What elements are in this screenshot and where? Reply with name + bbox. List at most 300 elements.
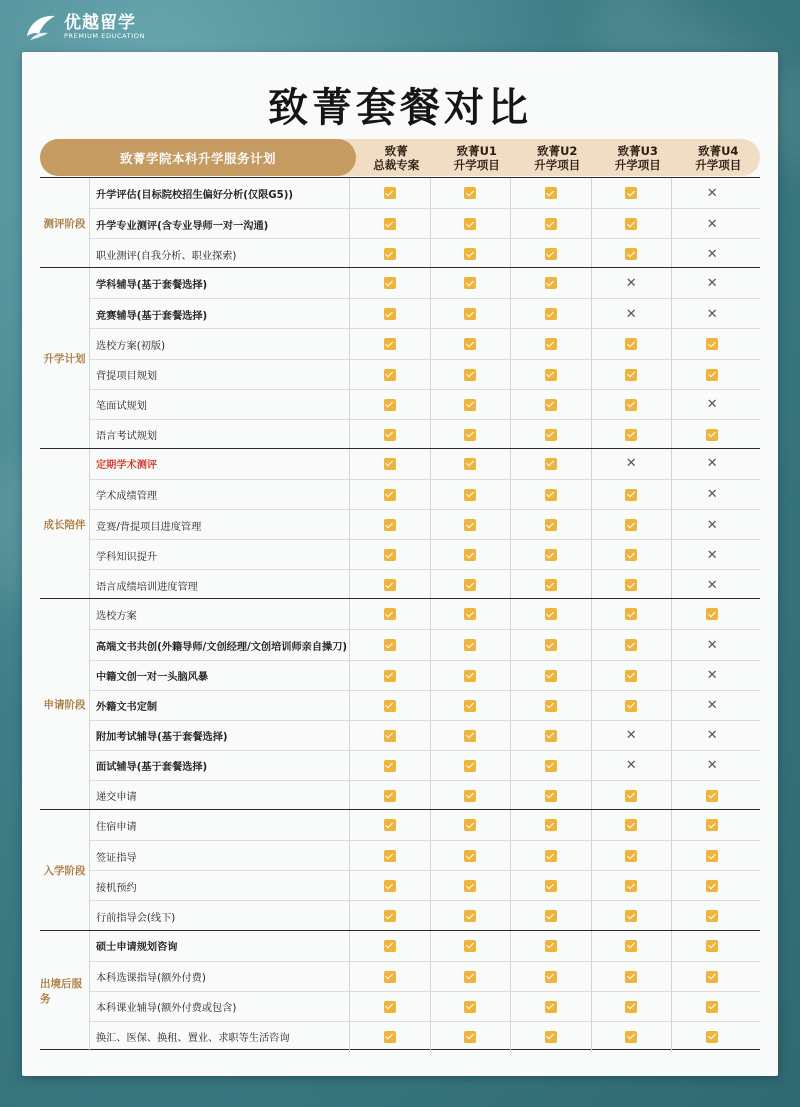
table-row — [90, 569, 760, 599]
table-row — [90, 900, 760, 930]
package-cell — [431, 810, 512, 840]
package-type: 升学项目 — [453, 157, 500, 172]
check-icon — [464, 218, 476, 230]
table-row — [90, 780, 760, 810]
check-icon — [545, 700, 557, 712]
package-cell — [511, 751, 592, 781]
package-cell — [431, 299, 512, 329]
package-cell — [511, 992, 592, 1022]
check-icon — [384, 639, 396, 651]
page-title: 致菁套餐对比 — [268, 85, 532, 131]
package-cell — [592, 931, 673, 961]
table-row — [90, 840, 760, 870]
check-icon — [545, 187, 557, 199]
table-row — [90, 720, 760, 750]
check-icon — [384, 790, 396, 802]
feature-label: 递交申请 — [90, 781, 350, 811]
package-cell — [350, 178, 431, 208]
package-cell — [592, 1022, 673, 1052]
package-cell — [511, 721, 592, 751]
check-icon — [706, 1001, 718, 1013]
package-cell — [672, 901, 753, 931]
package-cell — [592, 691, 673, 721]
package-cell — [350, 781, 431, 811]
check-icon — [464, 608, 476, 620]
package-header-3 — [598, 139, 679, 176]
section-5 — [40, 930, 760, 1050]
feature-label: 高端文书共创(外籍导师/文创经理/文创培训师亲自操刀) — [90, 630, 350, 660]
section-4 — [40, 809, 760, 929]
check-icon — [384, 519, 396, 531]
check-icon — [464, 458, 476, 470]
package-cell — [592, 329, 673, 359]
check-icon — [545, 670, 557, 682]
package-cell — [350, 931, 431, 961]
package-cell — [672, 239, 753, 269]
package-cell — [592, 570, 673, 600]
check-icon — [545, 730, 557, 742]
package-cell — [431, 510, 512, 540]
package-cell — [511, 781, 592, 811]
package-cell — [431, 360, 512, 390]
package-cell — [672, 480, 753, 510]
package-cell — [511, 962, 592, 992]
check-icon — [545, 819, 557, 831]
check-icon — [384, 730, 396, 742]
check-icon — [625, 850, 637, 862]
check-icon — [464, 850, 476, 862]
package-name: 致菁U3 — [617, 143, 658, 158]
package-cell — [431, 449, 512, 479]
cross-icon: ✕ — [625, 728, 637, 744]
feature-label: 竞赛/背提项目进度管理 — [90, 510, 350, 540]
table-row — [90, 599, 760, 629]
check-icon — [625, 549, 637, 561]
package-cell — [350, 449, 431, 479]
package-cell — [672, 570, 753, 600]
package-cell — [672, 962, 753, 992]
cross-icon: ✕ — [706, 668, 718, 684]
table-row — [90, 509, 760, 539]
package-cell — [431, 570, 512, 600]
check-icon — [384, 670, 396, 682]
cross-icon: ✕ — [706, 246, 718, 262]
check-icon — [384, 218, 396, 230]
package-cell — [592, 901, 673, 931]
package-cell — [350, 962, 431, 992]
package-cell — [511, 630, 592, 660]
package-cell — [592, 449, 673, 479]
package-name: 致菁U4 — [698, 143, 739, 158]
package-cell — [350, 239, 431, 269]
check-icon — [384, 549, 396, 561]
package-cell — [431, 420, 512, 450]
feature-label: 背提项目规划 — [90, 360, 350, 390]
package-cell — [511, 871, 592, 901]
package-cell — [511, 449, 592, 479]
package-cell — [350, 810, 431, 840]
check-icon — [706, 850, 718, 862]
package-cell — [511, 390, 592, 420]
check-icon — [464, 760, 476, 772]
table-row — [90, 750, 760, 780]
package-header-0 — [356, 139, 437, 176]
feature-label: 选校方案 — [90, 599, 350, 629]
package-cell — [592, 810, 673, 840]
check-icon — [384, 338, 396, 350]
section-3 — [40, 598, 760, 809]
package-type: 升学项目 — [695, 157, 742, 172]
package-cell — [672, 209, 753, 239]
check-icon — [706, 1031, 718, 1043]
brand-name-en: PREMIUM EDUCATION — [64, 31, 145, 40]
cross-icon: ✕ — [625, 275, 637, 291]
check-icon — [625, 819, 637, 831]
package-cell — [592, 841, 673, 871]
check-icon — [384, 760, 396, 772]
table-row — [90, 298, 760, 328]
check-icon — [625, 971, 637, 983]
check-icon — [545, 338, 557, 350]
package-cell — [431, 540, 512, 570]
check-icon — [464, 187, 476, 199]
table-row — [90, 238, 760, 268]
check-icon — [625, 608, 637, 620]
section-label: 申请阶段 — [40, 599, 90, 810]
check-icon — [625, 1031, 637, 1043]
package-cell — [350, 871, 431, 901]
logo-leaf-icon — [24, 12, 58, 42]
check-icon — [384, 489, 396, 501]
package-cell — [431, 751, 512, 781]
check-icon — [545, 760, 557, 772]
check-icon — [625, 519, 637, 531]
check-icon — [706, 369, 718, 381]
check-icon — [625, 429, 637, 441]
package-cell — [431, 268, 512, 298]
cross-icon: ✕ — [706, 547, 718, 563]
check-icon — [625, 670, 637, 682]
check-icon — [706, 971, 718, 983]
cross-icon: ✕ — [706, 698, 718, 714]
check-icon — [464, 790, 476, 802]
check-icon — [545, 940, 557, 952]
package-cell — [431, 901, 512, 931]
check-icon — [625, 338, 637, 350]
feature-label: 面试辅导(基于套餐选择) — [90, 751, 350, 781]
check-icon — [625, 218, 637, 230]
package-cell — [511, 510, 592, 540]
package-cell — [672, 630, 753, 660]
package-cell — [592, 751, 673, 781]
check-icon — [464, 489, 476, 501]
package-cell — [592, 510, 673, 540]
package-cell — [511, 420, 592, 450]
check-icon — [464, 369, 476, 381]
package-cell — [350, 480, 431, 510]
package-header-4 — [678, 139, 759, 176]
package-cell — [511, 599, 592, 629]
package-type: 升学项目 — [614, 157, 661, 172]
check-icon — [545, 277, 557, 289]
check-icon — [464, 549, 476, 561]
package-cell — [592, 962, 673, 992]
table-row — [90, 479, 760, 509]
package-name: 致菁U2 — [537, 143, 578, 158]
feature-label: 中籍文创一对一头脑风暴 — [90, 661, 350, 691]
feature-label: 硕士申请规划咨询 — [90, 931, 350, 961]
check-icon — [706, 940, 718, 952]
package-cell — [672, 449, 753, 479]
check-icon — [625, 399, 637, 411]
package-cell — [431, 178, 512, 208]
package-cell — [511, 661, 592, 691]
check-icon — [464, 429, 476, 441]
feature-label: 定期学术测评 — [90, 449, 350, 479]
package-cell — [511, 810, 592, 840]
package-cell — [511, 540, 592, 570]
package-cell — [431, 480, 512, 510]
check-icon — [706, 819, 718, 831]
check-icon — [545, 1001, 557, 1013]
section-label: 成长陪伴 — [40, 449, 90, 600]
package-cell — [350, 992, 431, 1022]
package-cell — [672, 178, 753, 208]
package-cell — [350, 630, 431, 660]
feature-label: 接机预约 — [90, 871, 350, 901]
package-cell — [672, 360, 753, 390]
cross-icon: ✕ — [706, 185, 718, 201]
check-icon — [545, 639, 557, 651]
check-icon — [706, 910, 718, 922]
feature-label: 行前指导会(线下) — [90, 901, 350, 931]
check-icon — [464, 399, 476, 411]
check-icon — [706, 338, 718, 350]
package-cell — [672, 661, 753, 691]
check-icon — [625, 700, 637, 712]
table-row — [90, 208, 760, 238]
table-row — [90, 810, 760, 840]
check-icon — [545, 579, 557, 591]
table-row — [90, 660, 760, 690]
cross-icon: ✕ — [706, 397, 718, 413]
package-cell — [672, 599, 753, 629]
package-cell — [592, 390, 673, 420]
package-cell — [431, 239, 512, 269]
package-cell — [592, 540, 673, 570]
feature-label: 换汇、医保、换租、置业、求职等生活咨询 — [90, 1022, 350, 1052]
check-icon — [384, 700, 396, 712]
table-row — [90, 539, 760, 569]
check-icon — [625, 790, 637, 802]
check-icon — [545, 519, 557, 531]
section-1 — [40, 267, 760, 448]
cross-icon: ✕ — [706, 306, 718, 322]
check-icon — [464, 579, 476, 591]
check-icon — [384, 940, 396, 952]
cross-icon: ✕ — [625, 456, 637, 472]
package-cell — [511, 480, 592, 510]
package-cell — [350, 209, 431, 239]
package-cell — [672, 751, 753, 781]
check-icon — [384, 277, 396, 289]
table-row — [90, 1021, 760, 1051]
check-icon — [464, 1031, 476, 1043]
package-cell — [511, 360, 592, 390]
package-cell — [350, 510, 431, 540]
cross-icon: ✕ — [706, 456, 718, 472]
package-cell — [511, 209, 592, 239]
table-row — [90, 268, 760, 298]
check-icon — [384, 399, 396, 411]
package-cell — [511, 691, 592, 721]
package-cell — [511, 329, 592, 359]
brand-name-cn: 优越留学 — [64, 12, 136, 33]
check-icon — [625, 248, 637, 260]
package-cell — [592, 268, 673, 298]
check-icon — [464, 670, 476, 682]
package-cell — [672, 691, 753, 721]
package-cell — [672, 329, 753, 359]
table-row — [90, 328, 760, 358]
package-cell — [672, 841, 753, 871]
check-icon — [625, 1001, 637, 1013]
package-cell — [350, 841, 431, 871]
check-icon — [384, 1001, 396, 1013]
feature-label: 住宿申请 — [90, 810, 350, 840]
check-icon — [464, 277, 476, 289]
check-icon — [545, 880, 557, 892]
package-cell — [511, 901, 592, 931]
check-icon — [625, 369, 637, 381]
check-icon — [464, 971, 476, 983]
package-cell — [672, 420, 753, 450]
package-cell — [431, 630, 512, 660]
check-icon — [545, 1031, 557, 1043]
cross-icon: ✕ — [706, 517, 718, 533]
check-icon — [464, 248, 476, 260]
check-icon — [625, 940, 637, 952]
package-cell — [592, 661, 673, 691]
package-cell — [592, 420, 673, 450]
check-icon — [545, 549, 557, 561]
package-cell — [672, 510, 753, 540]
table-row — [90, 359, 760, 389]
table-row — [90, 629, 760, 659]
package-cell — [511, 299, 592, 329]
check-icon — [545, 790, 557, 802]
package-cell — [431, 661, 512, 691]
package-cell — [592, 721, 673, 751]
cross-icon: ✕ — [706, 487, 718, 503]
check-icon — [545, 308, 557, 320]
feature-label: 学科辅导(基于套餐选择) — [90, 268, 350, 298]
check-icon — [384, 458, 396, 470]
feature-label: 学科知识提升 — [90, 540, 350, 570]
check-icon — [384, 880, 396, 892]
check-icon — [545, 910, 557, 922]
package-cell — [350, 721, 431, 751]
cross-icon: ✕ — [706, 577, 718, 593]
table-row — [90, 961, 760, 991]
package-cell — [350, 570, 431, 600]
table-row — [90, 389, 760, 419]
check-icon — [545, 850, 557, 862]
package-cell — [592, 209, 673, 239]
package-cell — [350, 390, 431, 420]
table-row — [90, 178, 760, 208]
package-cell — [431, 781, 512, 811]
package-cell — [431, 691, 512, 721]
check-icon — [384, 429, 396, 441]
check-icon — [464, 700, 476, 712]
package-cell — [672, 390, 753, 420]
table-row — [90, 449, 760, 479]
section-2 — [40, 448, 760, 599]
cross-icon: ✕ — [706, 758, 718, 774]
package-name: 致菁U1 — [456, 143, 497, 158]
check-icon — [706, 429, 718, 441]
check-icon — [464, 819, 476, 831]
feature-label: 升学专业测评(含专业导师一对一沟通) — [90, 209, 350, 239]
package-type: 总裁专案 — [373, 157, 420, 172]
package-type: 升学项目 — [534, 157, 581, 172]
package-cell — [431, 329, 512, 359]
package-cell — [672, 268, 753, 298]
check-icon — [464, 880, 476, 892]
feature-label: 签证指导 — [90, 841, 350, 871]
check-icon — [545, 248, 557, 260]
package-cell — [350, 901, 431, 931]
package-cell — [672, 540, 753, 570]
package-cell — [511, 841, 592, 871]
package-cell — [350, 540, 431, 570]
package-cell — [511, 178, 592, 208]
package-cell — [672, 810, 753, 840]
package-cell — [431, 992, 512, 1022]
feature-label: 职业测评(自我分析、职业探索) — [90, 239, 350, 269]
package-cell — [350, 661, 431, 691]
package-cell — [511, 931, 592, 961]
check-icon — [464, 639, 476, 651]
check-icon — [625, 579, 637, 591]
package-header-1 — [437, 139, 518, 176]
check-icon — [384, 248, 396, 260]
package-cell — [511, 570, 592, 600]
package-cell — [592, 992, 673, 1022]
package-cell — [672, 781, 753, 811]
package-cell — [511, 1022, 592, 1052]
section-label: 入学阶段 — [40, 810, 90, 930]
check-icon — [464, 519, 476, 531]
package-cell — [592, 781, 673, 811]
check-icon — [384, 1031, 396, 1043]
check-icon — [545, 429, 557, 441]
package-cell — [592, 239, 673, 269]
package-cell — [672, 871, 753, 901]
cross-icon: ✕ — [706, 275, 718, 291]
check-icon — [384, 910, 396, 922]
check-icon — [545, 399, 557, 411]
table-row — [90, 931, 760, 961]
check-icon — [625, 187, 637, 199]
package-cell — [350, 751, 431, 781]
package-cell — [431, 1022, 512, 1052]
package-cell — [350, 268, 431, 298]
package-cell — [350, 329, 431, 359]
cross-icon: ✕ — [625, 758, 637, 774]
feature-label: 语言考试规划 — [90, 420, 350, 450]
